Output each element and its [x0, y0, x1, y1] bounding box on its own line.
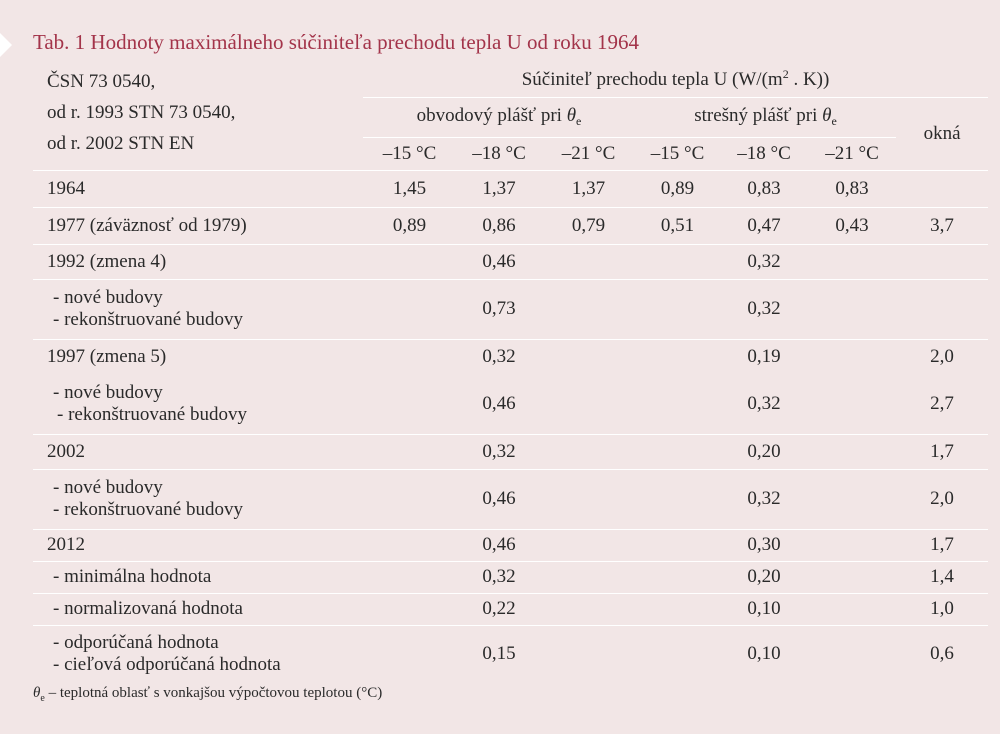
temp-header: –21 °C — [808, 137, 896, 170]
standards-header: ČSN 73 0540, od r. 1993 STN 73 0540, od r. 2002 STN EN — [47, 71, 236, 154]
temp-header: –15 °C — [363, 137, 456, 170]
table-row: 2012 0,46 0,30 1,7 — [33, 529, 988, 561]
table-row: 2002 0,32 0,20 1,7 — [33, 434, 988, 469]
table-row: - minimálna hodnota 0,32 0,20 1,4 — [33, 561, 988, 593]
windows-header: okná — [896, 97, 988, 170]
roof-header: strešný plášť pri $\theta_e$ — [635, 97, 896, 137]
table-row: - nové budovy - rekonštruované budovy 0,46 0,32 2,7 — [53, 381, 954, 425]
table-row: - odporúčaná hodnota - cieľová odporúčaná hodnota 0,15 0,10 0,6 — [33, 625, 988, 683]
table-row: 1977 (záväznosť od 1979) 0,89 0,86 0,79 0,51 0,47 0,43 3,7 — [33, 207, 988, 244]
table-row: 1992 (zmena 4) 0,46 0,32 — [33, 244, 988, 279]
table-title: Tab. 1 Hodnoty maximálneho súčiniteľa prechodu tepla U od roku 1964 — [33, 30, 640, 54]
section-marker — [0, 33, 12, 57]
temp-header: –21 °C — [542, 137, 635, 170]
temp-header: –18 °C — [456, 137, 542, 170]
table-row: 1964 1,45 1,37 1,37 0,89 0,83 0,83 — [33, 170, 988, 207]
temp-header: –15 °C — [635, 137, 720, 170]
temp-header: –18 °C — [720, 137, 808, 170]
u-value-table — [33, 62, 988, 683]
wall-header: obvodový plášť pri $\theta_e$ — [363, 97, 635, 137]
table-row: - nové budovy - rekonštruované budovy 0,46 0,32 2,0 — [33, 469, 988, 529]
table-row: - normalizovaná hodnota 0,22 0,10 1,0 — [33, 593, 988, 625]
footnote: $\theta_e$ – teplotná oblasť s vonkajšou výpočtovou teplotou (°C) — [33, 685, 383, 704]
u-coefficient-header: Súčiniteľ prechodu tepla U ($W/(m^2$ . K)) — [521, 67, 830, 91]
table-row: 1997 (zmena 5) 0,32 0,19 2,0 — [33, 339, 988, 374]
table-row: - nové budovy - rekonštruované budovy 0,73 0,32 — [33, 279, 988, 339]
